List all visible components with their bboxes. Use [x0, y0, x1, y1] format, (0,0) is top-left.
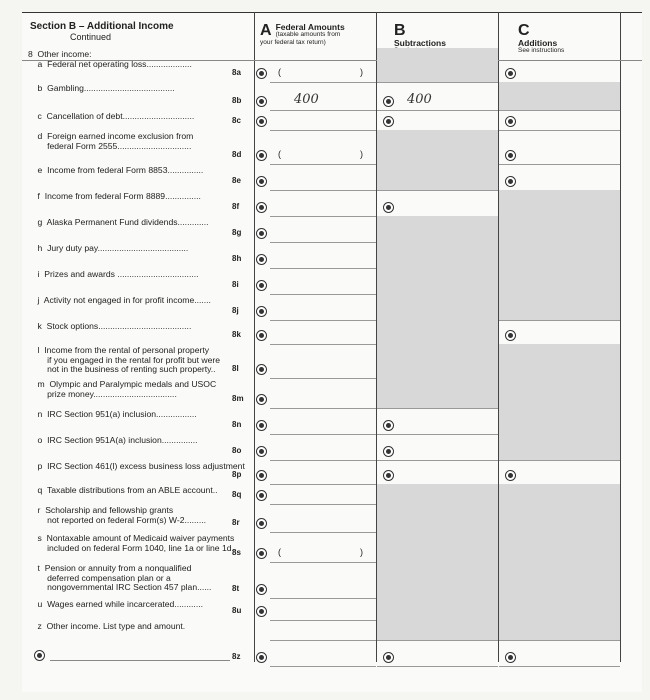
column-a-amount[interactable] [270, 378, 376, 409]
column-a-amount[interactable] [270, 48, 376, 83]
column-a-amount[interactable] [270, 130, 376, 165]
column-c-sub: See instructions [518, 47, 565, 54]
column-b-amount[interactable] [377, 344, 498, 379]
column-a-amount[interactable] [270, 562, 376, 599]
column-a-radio[interactable] [256, 254, 267, 265]
column-a-radio[interactable] [256, 518, 267, 529]
row-label: e Income from federal Form 8853............... [28, 165, 204, 175]
column-a-amount[interactable] [270, 294, 376, 321]
row-label: l Income from the rental of personal property if you engaged in the rental for profit but were not in the business of renting such property.. [37, 345, 221, 374]
income-row-8s [22, 532, 642, 562]
row-code: 8q [232, 490, 242, 499]
column-a-radio[interactable] [256, 150, 267, 161]
column-c-amount[interactable] [499, 190, 620, 217]
column-a-radio[interactable] [256, 280, 267, 291]
column-a-amount[interactable] [270, 620, 376, 641]
column-a-sub: (taxable amounts from your federal tax return) [260, 31, 341, 46]
column-b-amount[interactable] [377, 598, 498, 621]
column-a-radio[interactable] [256, 606, 267, 617]
row-label: t Pension or annuity from a nonqualified deferred compensation plan or a nongovernmental IRC Section 457 plan...... [37, 563, 212, 592]
column-b-radio[interactable] [383, 420, 394, 431]
column-c-radio[interactable] [505, 116, 516, 127]
column-b-amount[interactable] [377, 294, 498, 321]
column-c-radio[interactable] [505, 68, 516, 79]
column-c-amount[interactable] [499, 110, 620, 131]
column-c-title: Additions [518, 38, 558, 48]
column-c-amount[interactable] [499, 164, 620, 191]
column-c-amount[interactable] [499, 504, 620, 533]
column-a-radio[interactable] [256, 470, 267, 481]
row-code: 8t [232, 584, 240, 593]
paren-mark: ) [360, 149, 363, 159]
row-label: j Activity not engaged in for profit income....... [28, 295, 211, 305]
row-code: 8n [232, 420, 242, 429]
column-b-title: Subtractions [394, 38, 446, 48]
column-c-amount[interactable] [499, 378, 620, 409]
column-b-amount[interactable] [377, 242, 498, 269]
column-b-radio[interactable] [383, 652, 394, 663]
row-code: 8d [232, 150, 242, 159]
section-title [30, 21, 174, 43]
column-b-amount[interactable] [377, 130, 498, 165]
income-row-8c [22, 110, 642, 130]
column-a-amount[interactable] [270, 216, 376, 243]
column-c-amount[interactable] [499, 640, 620, 667]
column-c-amount[interactable] [499, 242, 620, 269]
column-c-amount[interactable] [499, 598, 620, 621]
column-a-radio[interactable] [256, 228, 267, 239]
income-row-8g [22, 216, 642, 242]
column-a-amount[interactable] [270, 110, 376, 131]
column-b-amount[interactable] [377, 190, 498, 217]
column-c-radio[interactable] [505, 176, 516, 187]
row-code: 8r [232, 518, 240, 527]
income-row-8m [22, 378, 642, 408]
column-b-amount[interactable] [377, 268, 498, 295]
paren-mark: ( [278, 67, 281, 77]
income-row-8k [22, 320, 642, 344]
row-code: 8c [232, 116, 241, 125]
row-code: 8i [232, 280, 239, 289]
row-8z-type-radio[interactable] [34, 650, 45, 661]
income-row-8n [22, 408, 642, 434]
column-a-letter: A [260, 22, 272, 39]
column-b-amount[interactable] [377, 110, 498, 131]
column-c-amount[interactable] [499, 532, 620, 563]
income-row-8u [22, 598, 642, 620]
column-b-radio[interactable] [383, 202, 394, 213]
column-b-radio[interactable] [383, 470, 394, 481]
column-a-amount[interactable] [270, 434, 376, 461]
column-b-amount[interactable] [377, 82, 498, 111]
column-a-radio[interactable] [256, 68, 267, 79]
income-row-8b [22, 82, 642, 110]
column-b-amount[interactable] [377, 562, 498, 599]
row-label: u Wages earned while incarcerated............ [28, 599, 203, 609]
column-a-amount[interactable] [270, 320, 376, 345]
column-c-amount[interactable] [499, 294, 620, 321]
column-c-radio[interactable] [505, 470, 516, 481]
column-b-amount[interactable] [377, 620, 498, 641]
column-a-radio[interactable] [256, 96, 267, 107]
row-label: d Foreign earned income exclusion from federal Form 2555............................... [37, 131, 194, 151]
row-code: 8o [232, 446, 242, 455]
income-row-8h [22, 242, 642, 268]
income-row-z [22, 620, 642, 640]
column-c-radio[interactable] [505, 652, 516, 663]
row-label: z Other income. List type and amount. [28, 621, 186, 631]
row-label: r Scholarship and fellowship grants not reported on federal Form(s) W-2......... [37, 505, 206, 525]
column-a-amount[interactable] [270, 408, 376, 435]
column-a-radio[interactable] [256, 364, 267, 375]
row-label: g Alaska Permanent Fund dividends............. [28, 217, 209, 227]
column-b-amount[interactable] [377, 378, 498, 409]
income-row-8p [22, 460, 642, 484]
column-a-radio[interactable] [256, 652, 267, 663]
column-b-radio[interactable] [383, 446, 394, 457]
column-a-amount[interactable] [270, 242, 376, 269]
column-a-amount[interactable] [270, 344, 376, 379]
column-a-radio[interactable] [256, 394, 267, 405]
paren-mark: ) [360, 547, 363, 557]
column-a-amount[interactable] [270, 190, 376, 217]
row-label: i Prizes and awards .................................. [28, 269, 199, 279]
column-a-radio[interactable] [256, 490, 267, 501]
income-row-8j [22, 294, 642, 320]
column-b-amount[interactable] [377, 640, 498, 667]
row-label: o IRC Section 951A(a) inclusion............... [28, 435, 198, 445]
column-b-radio[interactable] [383, 116, 394, 127]
column-a-handwritten-value: 400 [294, 92, 319, 107]
row-label: b Gambling...................................... [28, 83, 175, 93]
column-a-amount[interactable] [270, 268, 376, 295]
column-a-amount[interactable] [270, 484, 376, 505]
column-b-amount[interactable] [377, 216, 498, 243]
income-row-8o [22, 434, 642, 460]
column-a-radio[interactable] [256, 306, 267, 317]
income-row-8t [22, 562, 642, 598]
row-code: 8g [232, 228, 242, 237]
row-code: 8u [232, 606, 242, 615]
column-c-amount[interactable] [499, 562, 620, 599]
row-label: p IRC Section 461(l) excess business loss adjustment [28, 461, 245, 471]
column-b-amount[interactable] [377, 320, 498, 345]
column-a-radio[interactable] [256, 116, 267, 127]
income-row-8z [22, 640, 642, 666]
row-code: 8l [232, 364, 239, 373]
income-row-8a [22, 48, 642, 82]
column-a-amount[interactable] [270, 164, 376, 191]
column-c-radio[interactable] [505, 150, 516, 161]
column-a-amount[interactable] [270, 640, 376, 667]
row-label: f Income from federal Form 8889............... [28, 191, 201, 201]
row-code: 8z [232, 652, 241, 661]
column-b-handwritten-value: 400 [407, 92, 432, 107]
column-a-header [260, 23, 350, 47]
column-b-radio[interactable] [383, 96, 394, 107]
column-c-amount[interactable] [499, 434, 620, 461]
column-c-amount[interactable] [499, 460, 620, 485]
row-code: 8k [232, 330, 241, 339]
column-c-amount[interactable] [499, 484, 620, 505]
column-b-amount[interactable] [377, 484, 498, 505]
income-row-8l [22, 344, 642, 378]
row-label: q Taxable distributions from an ABLE account.. [28, 485, 218, 495]
column-b-amount[interactable] [377, 48, 498, 83]
income-row-8e [22, 164, 642, 190]
column-b-amount[interactable] [377, 460, 498, 485]
column-b-amount[interactable] [377, 164, 498, 191]
row-label: n IRC Section 951(a) inclusion................. [28, 409, 197, 419]
column-b-amount[interactable] [377, 532, 498, 563]
column-b-letter: B [394, 22, 406, 39]
row-code: 8s [232, 548, 241, 557]
column-c-amount[interactable] [499, 268, 620, 295]
paren-mark: ( [278, 149, 281, 159]
section-continued: Continued [70, 32, 112, 42]
row-code: 8f [232, 202, 240, 211]
column-a-radio[interactable] [256, 548, 267, 559]
row-code: 8p [232, 470, 242, 479]
column-b-amount[interactable] [377, 504, 498, 533]
column-c-amount[interactable] [499, 408, 620, 435]
income-row-8f [22, 190, 642, 216]
column-a-radio[interactable] [256, 330, 267, 341]
column-a-title: Federal Amounts [275, 22, 345, 32]
form-sheet [22, 12, 642, 692]
column-c-amount[interactable] [499, 82, 620, 111]
column-a-radio[interactable] [256, 420, 267, 431]
column-a-amount[interactable] [270, 82, 376, 111]
income-row-8i [22, 268, 642, 294]
column-c-amount[interactable] [499, 620, 620, 641]
column-c-radio[interactable] [505, 330, 516, 341]
income-row-8d [22, 130, 642, 164]
column-a-radio[interactable] [256, 176, 267, 187]
column-c-amount[interactable] [499, 216, 620, 243]
column-c-amount[interactable] [499, 130, 620, 165]
row-label: s Nontaxable amount of Medicaid waiver payments included on federal Form 1040, line 1a or line 1d.. [37, 533, 237, 553]
row-label: h Jury duty pay...................................... [28, 243, 189, 253]
row-code: 8h [232, 254, 242, 263]
column-c-amount[interactable] [499, 344, 620, 379]
row-code: 8j [232, 306, 239, 315]
column-a-amount[interactable] [270, 532, 376, 563]
column-a-amount[interactable] [270, 504, 376, 533]
income-row-8r [22, 504, 642, 532]
column-c-amount[interactable] [499, 48, 620, 83]
section-label: Section B – Additional Income [30, 21, 174, 32]
row-label: c Cancellation of debt.............................. [28, 111, 195, 121]
income-row-8q [22, 484, 642, 504]
column-a-radio[interactable] [256, 446, 267, 457]
column-a-amount[interactable] [270, 460, 376, 485]
row-label: 8 Other income: a Federal net operating loss................... [28, 49, 192, 69]
row-code: 8b [232, 96, 242, 105]
row-code: 8e [232, 176, 241, 185]
column-c-letter: C [518, 22, 530, 39]
paren-mark: ) [360, 67, 363, 77]
column-a-amount[interactable] [270, 598, 376, 621]
column-c-amount[interactable] [499, 320, 620, 345]
column-a-radio[interactable] [256, 584, 267, 595]
row-code: 8a [232, 68, 241, 77]
column-b-amount[interactable] [377, 434, 498, 461]
paren-mark: ( [278, 547, 281, 557]
row-label: k Stock options....................................... [28, 321, 192, 331]
row-8z-type-line[interactable] [50, 660, 230, 661]
row-code: 8m [232, 394, 244, 403]
column-a-radio[interactable] [256, 202, 267, 213]
column-b-amount[interactable] [377, 408, 498, 435]
row-label: m Olympic and Paralympic medals and USOC prize money................................... [37, 379, 217, 399]
